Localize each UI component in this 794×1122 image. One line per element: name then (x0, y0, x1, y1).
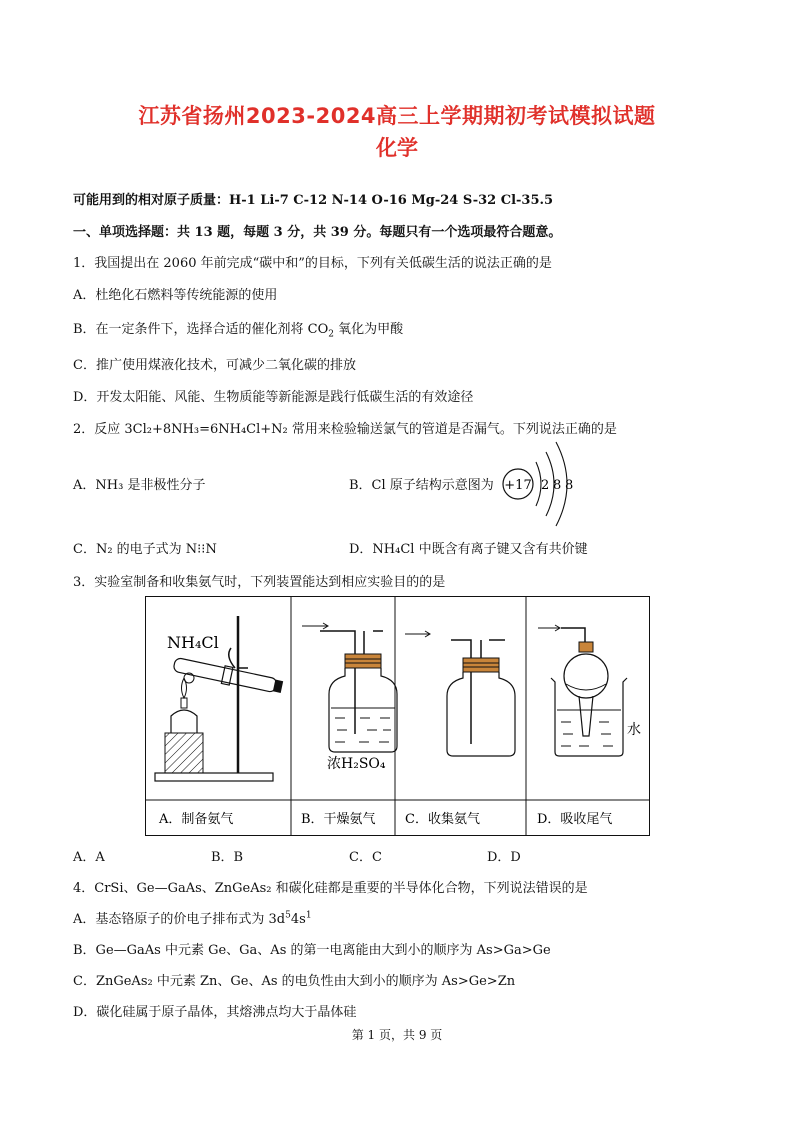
section-heading: 一、单项选择题：共 13 题，每题 3 分，共 39 分。每题只有一个选项最符合题意。 (73, 225, 562, 240)
apparatus-figure (145, 596, 650, 836)
shell-electrons-1: 2 (541, 478, 550, 493)
apparatus-c-collecting (405, 631, 515, 756)
q1-option-b-sub: 2 (328, 329, 335, 340)
q3-choice-a: A．A (73, 850, 105, 865)
q3-choice-b: B．B (211, 850, 244, 865)
caption-d: D．吸收尾气 (537, 812, 613, 827)
q1-option-b-pre: B．在一定条件下，选择合适的催化剂将 CO (73, 322, 329, 337)
q4-option-b: B．Ge—GaAs 中元素 Ge、Ga、As 的第一电离能由大到小的顺序为 As>Ga>Ge (73, 943, 551, 958)
q1-option-d: D．开发太阳能、风能、生物质能等新能源是践行低碳生活的有效途径 (73, 390, 474, 405)
q2-option-b: B．Cl 原子结构示意图为 (349, 478, 494, 493)
caption-a: A．制备氨气 (159, 812, 234, 827)
water-label: 水 (627, 722, 641, 738)
q2-option-a: A．NH₃ 是非极性分子 (73, 478, 206, 493)
shell-electrons-3: 8 (565, 478, 574, 493)
q4-option-a-sup1: 5 (285, 910, 291, 921)
q4-option-a-pre: A．基态铬原子的价电子排布式为 3d (73, 912, 286, 927)
q4-option-a (73, 908, 312, 927)
shell-electrons-2: 8 (553, 478, 562, 493)
apparatus-d-absorption (538, 625, 641, 756)
apparatus-a-heating (155, 616, 284, 781)
nh4cl-label: NH₄Cl (167, 633, 219, 652)
q4-option-d: D．碳化硅属于原子晶体，其熔沸点均大于晶体硅 (73, 1005, 357, 1020)
q1-stem: 1．我国提出在 2060 年前完成“碳中和”的目标，下列有关低碳生活的说法正确的是 (73, 256, 552, 271)
q4-option-a-mid: 4s (290, 912, 306, 927)
page-footer: 第 1 页，共 9 页 (351, 1028, 443, 1042)
q1-option-a: A．杜绝化石燃料等传统能源的使用 (73, 288, 278, 303)
q1-option-b-post: 氧化为甲酸 (334, 322, 404, 337)
caption-c: C．收集氨气 (405, 812, 480, 827)
exam-subject: 化学 (376, 136, 418, 160)
q4-option-c: C．ZnGeAs₂ 中元素 Zn、Ge、As 的电负性由大到小的顺序为 As>Ge>Zn (73, 974, 516, 989)
cl-atom-diagram (500, 438, 590, 530)
q3-stem: 3．实验室制备和收集氨气时，下列装置能达到相应实验目的的是 (73, 575, 446, 590)
q1-option-c: C．推广使用煤液化技术，可减少二氧化碳的排放 (73, 358, 356, 373)
exam-title: 江苏省扬州2023-2024高三上学期期初考试模拟试题 (138, 104, 656, 128)
q4-stem: 4．CrSi、Ge—GaAs、ZnGeAs₂ 和碳化硅都是重要的半导体化合物，下列说法错误的是 (73, 881, 588, 896)
q1-option-b (73, 318, 403, 340)
q2-option-c: C．N₂ 的电子式为 N⁝⁝N (73, 542, 217, 557)
apparatus-b-drying (302, 623, 397, 772)
atomic-masses: 可能用到的相对原子质量：H-1 Li-7 C-12 N-14 O-16 Mg-24 S-32 Cl-35.5 (73, 193, 554, 208)
nucleus-charge: +17 (504, 478, 532, 493)
q4-option-a-sup2: 1 (305, 910, 312, 921)
q2-stem: 2．反应 3Cl₂+8NH₃=6NH₄Cl+N₂ 常用来检验输送氯气的管道是否漏气。下列说法正确的是 (73, 422, 617, 437)
q2-option-d: D．NH₄Cl 中既含有离子键又含有共价键 (349, 542, 588, 557)
q3-choice-d: D．D (487, 850, 521, 865)
caption-b: B．干燥氨气 (301, 812, 376, 827)
q3-choice-c: C．C (349, 850, 382, 865)
h2so4-label: 浓H₂SO₄ (327, 756, 386, 772)
